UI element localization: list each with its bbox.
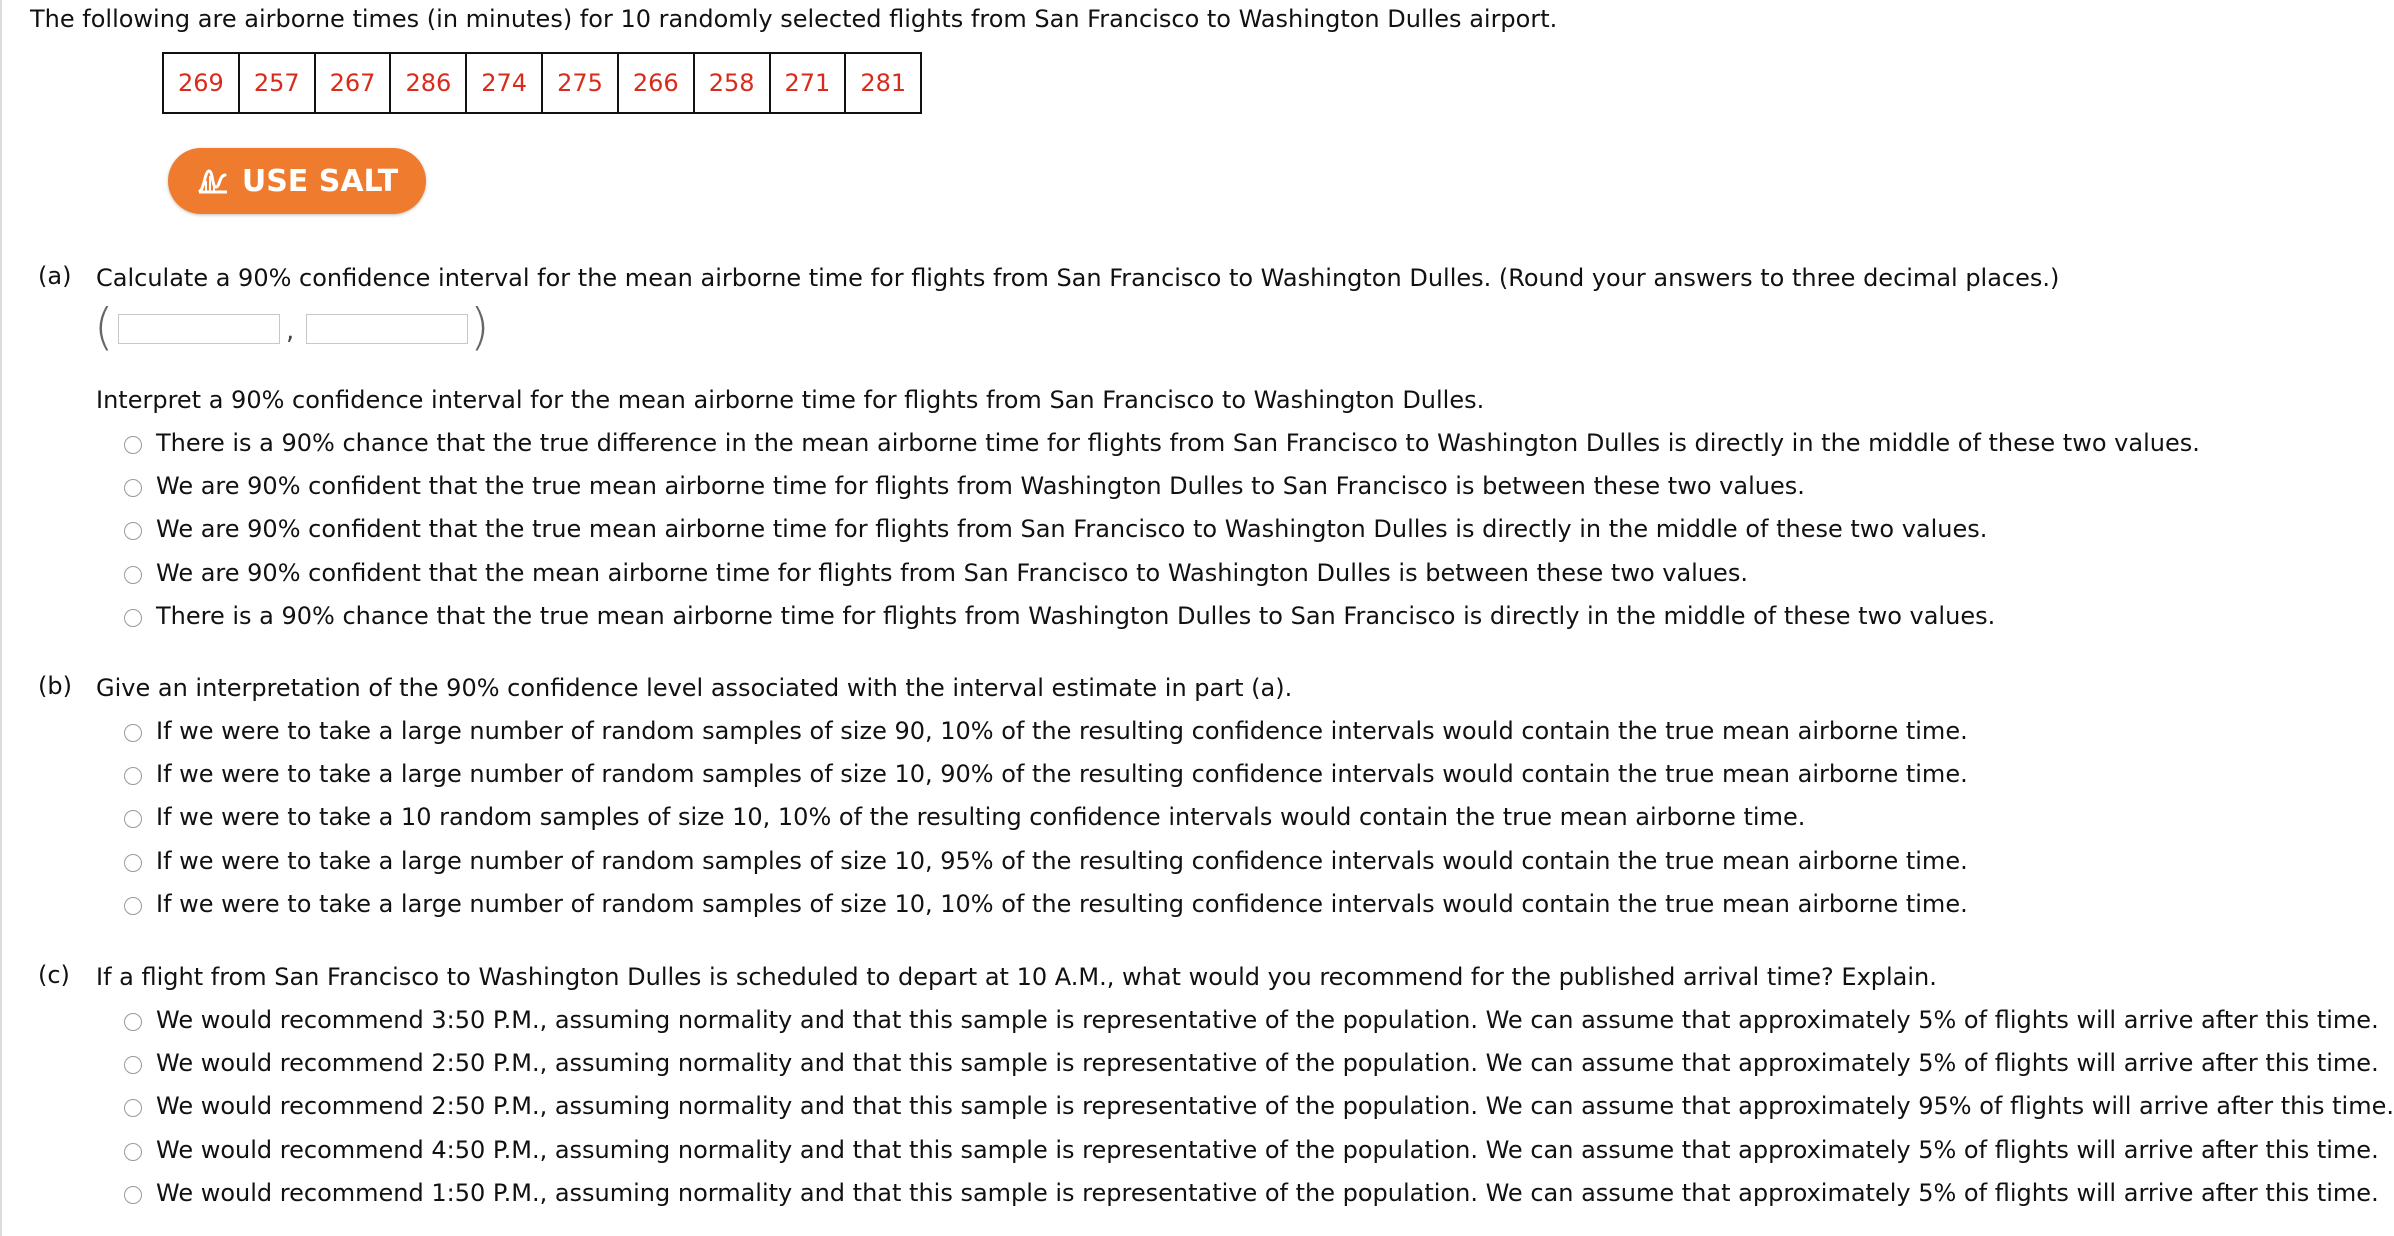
part-c-option-3[interactable] xyxy=(124,1089,2394,1123)
radio-button[interactable] xyxy=(124,810,142,828)
option-label: If we were to take a 10 random samples of size 10, 10% of the resulting confidence intervals would contain the true mean airborne time. xyxy=(156,803,1806,831)
radio-button[interactable] xyxy=(124,522,142,540)
radio-button[interactable] xyxy=(124,767,142,785)
left-border xyxy=(0,0,2,1236)
table-cell: 258 xyxy=(694,53,770,113)
part-a-interpret-prompt: Interpret a 90% confidence interval for the mean airborne time for flights from San Francisco to Washington Dulles. xyxy=(96,386,1485,414)
part-c-option-5[interactable] xyxy=(124,1176,2379,1210)
part-a-question: Calculate a 90% confidence interval for the mean airborne time for flights from San Francisco to Washington Dulles. (Round your answers to three decimal places.) xyxy=(96,264,2060,292)
option-label: If we were to take a large number of random samples of size 90, 10% of the resulting confidence intervals would contain the true mean airborne time. xyxy=(156,717,1968,745)
option-label: We would recommend 2:50 P.M., assuming normality and that this sample is representative of the population. We can assume that approximately 5% of flights will arrive after this time. xyxy=(156,1049,2379,1077)
part-b-option-1[interactable] xyxy=(124,714,1968,748)
part-a-option-5[interactable] xyxy=(124,599,1995,633)
ci-upper-input[interactable] xyxy=(306,314,468,344)
part-b-question: Give an interpretation of the 90% confidence level associated with the interval estimate in part (a). xyxy=(96,674,1293,702)
option-label: We would recommend 2:50 P.M., assuming normality and that this sample is representative of the population. We can assume that approximately 95% of flights will arrive after this time. xyxy=(156,1092,2394,1120)
table-row xyxy=(163,53,921,113)
radio-button[interactable] xyxy=(124,854,142,872)
salt-icon xyxy=(196,167,230,195)
radio-button[interactable] xyxy=(124,479,142,497)
table-cell: 274 xyxy=(466,53,542,113)
open-paren: ( xyxy=(94,298,114,356)
option-label: We are 90% confident that the true mean airborne time for flights from San Francisco to Washington Dulles is directly in the middle of these two values. xyxy=(156,515,1988,543)
radio-button[interactable] xyxy=(124,1013,142,1031)
table-cell: 257 xyxy=(239,53,315,113)
part-b-option-2[interactable] xyxy=(124,757,1968,791)
part-c-option-4[interactable] xyxy=(124,1133,2379,1167)
use-salt-button[interactable] xyxy=(168,148,426,214)
part-a-letter: (a) xyxy=(38,262,72,290)
radio-button[interactable] xyxy=(124,1186,142,1204)
option-label: There is a 90% chance that the true mean airborne time for flights from Washington Dulles to San Francisco is directly in the middle of these two values. xyxy=(156,602,1996,630)
close-paren: ) xyxy=(470,298,490,356)
ci-lower-input[interactable] xyxy=(118,314,280,344)
part-b-option-4[interactable] xyxy=(124,844,1968,878)
part-a-option-4[interactable] xyxy=(124,556,1748,590)
radio-button[interactable] xyxy=(124,724,142,742)
part-a-option-1[interactable] xyxy=(124,426,2200,460)
radio-button[interactable] xyxy=(124,566,142,584)
radio-button[interactable] xyxy=(124,1099,142,1117)
option-label: We would recommend 1:50 P.M., assuming normality and that this sample is representative of the population. We can assume that approximately 5% of flights will arrive after this time. xyxy=(156,1179,2379,1207)
option-label: We would recommend 4:50 P.M., assuming normality and that this sample is representative of the population. We can assume that approximately 5% of flights will arrive after this time. xyxy=(156,1136,2379,1164)
table-cell: 269 xyxy=(163,53,239,113)
part-c-option-2[interactable] xyxy=(124,1046,2379,1080)
radio-button[interactable] xyxy=(124,897,142,915)
option-label: If we were to take a large number of random samples of size 10, 90% of the resulting confidence intervals would contain the true mean airborne time. xyxy=(156,760,1968,788)
part-a-option-3[interactable] xyxy=(124,512,1987,546)
table-cell: 286 xyxy=(390,53,466,113)
option-label: If we were to take a large number of random samples of size 10, 10% of the resulting confidence intervals would contain the true mean airborne time. xyxy=(156,890,1968,918)
part-b-letter: (b) xyxy=(38,672,72,700)
option-label: We are 90% confident that the mean airborne time for flights from San Francisco to Washington Dulles is between these two values. xyxy=(156,559,1748,587)
option-label: If we were to take a large number of random samples of size 10, 95% of the resulting confidence intervals would contain the true mean airborne time. xyxy=(156,847,1968,875)
part-a-option-2[interactable] xyxy=(124,469,1805,503)
flight-times-table xyxy=(162,52,922,114)
part-c-letter: (c) xyxy=(38,961,70,989)
option-label: We would recommend 3:50 P.M., assuming normality and that this sample is representative of the population. We can assume that approximately 5% of flights will arrive after this time. xyxy=(156,1006,2379,1034)
radio-button[interactable] xyxy=(124,609,142,627)
radio-button[interactable] xyxy=(124,1056,142,1074)
option-label: We are 90% confident that the true mean airborne time for flights from Washington Dulles to San Francisco is between these two values. xyxy=(156,472,1805,500)
part-b-option-5[interactable] xyxy=(124,887,1968,921)
table-cell: 267 xyxy=(315,53,391,113)
part-b-option-3[interactable] xyxy=(124,800,1805,834)
table-cell: 271 xyxy=(770,53,846,113)
radio-button[interactable] xyxy=(124,1143,142,1161)
intro-text: The following are airborne times (in minutes) for 10 randomly selected flights from San Francisco to Washington Dulles airport. xyxy=(30,5,1558,33)
use-salt-label: USE SALT xyxy=(241,163,399,199)
part-c-option-1[interactable] xyxy=(124,1003,2379,1037)
option-label: There is a 90% chance that the true difference in the mean airborne time for flights from San Francisco to Washington Dulles is directly in the middle of these two values. xyxy=(156,429,2200,457)
radio-button[interactable] xyxy=(124,436,142,454)
table-cell: 266 xyxy=(618,53,694,113)
table-cell: 275 xyxy=(542,53,618,113)
part-c-question: If a flight from San Francisco to Washington Dulles is scheduled to depart at 10 A.M., what would you recommend for the published arrival time? Explain. xyxy=(96,963,1937,991)
table-cell: 281 xyxy=(845,53,921,113)
ci-comma: , xyxy=(286,316,295,346)
